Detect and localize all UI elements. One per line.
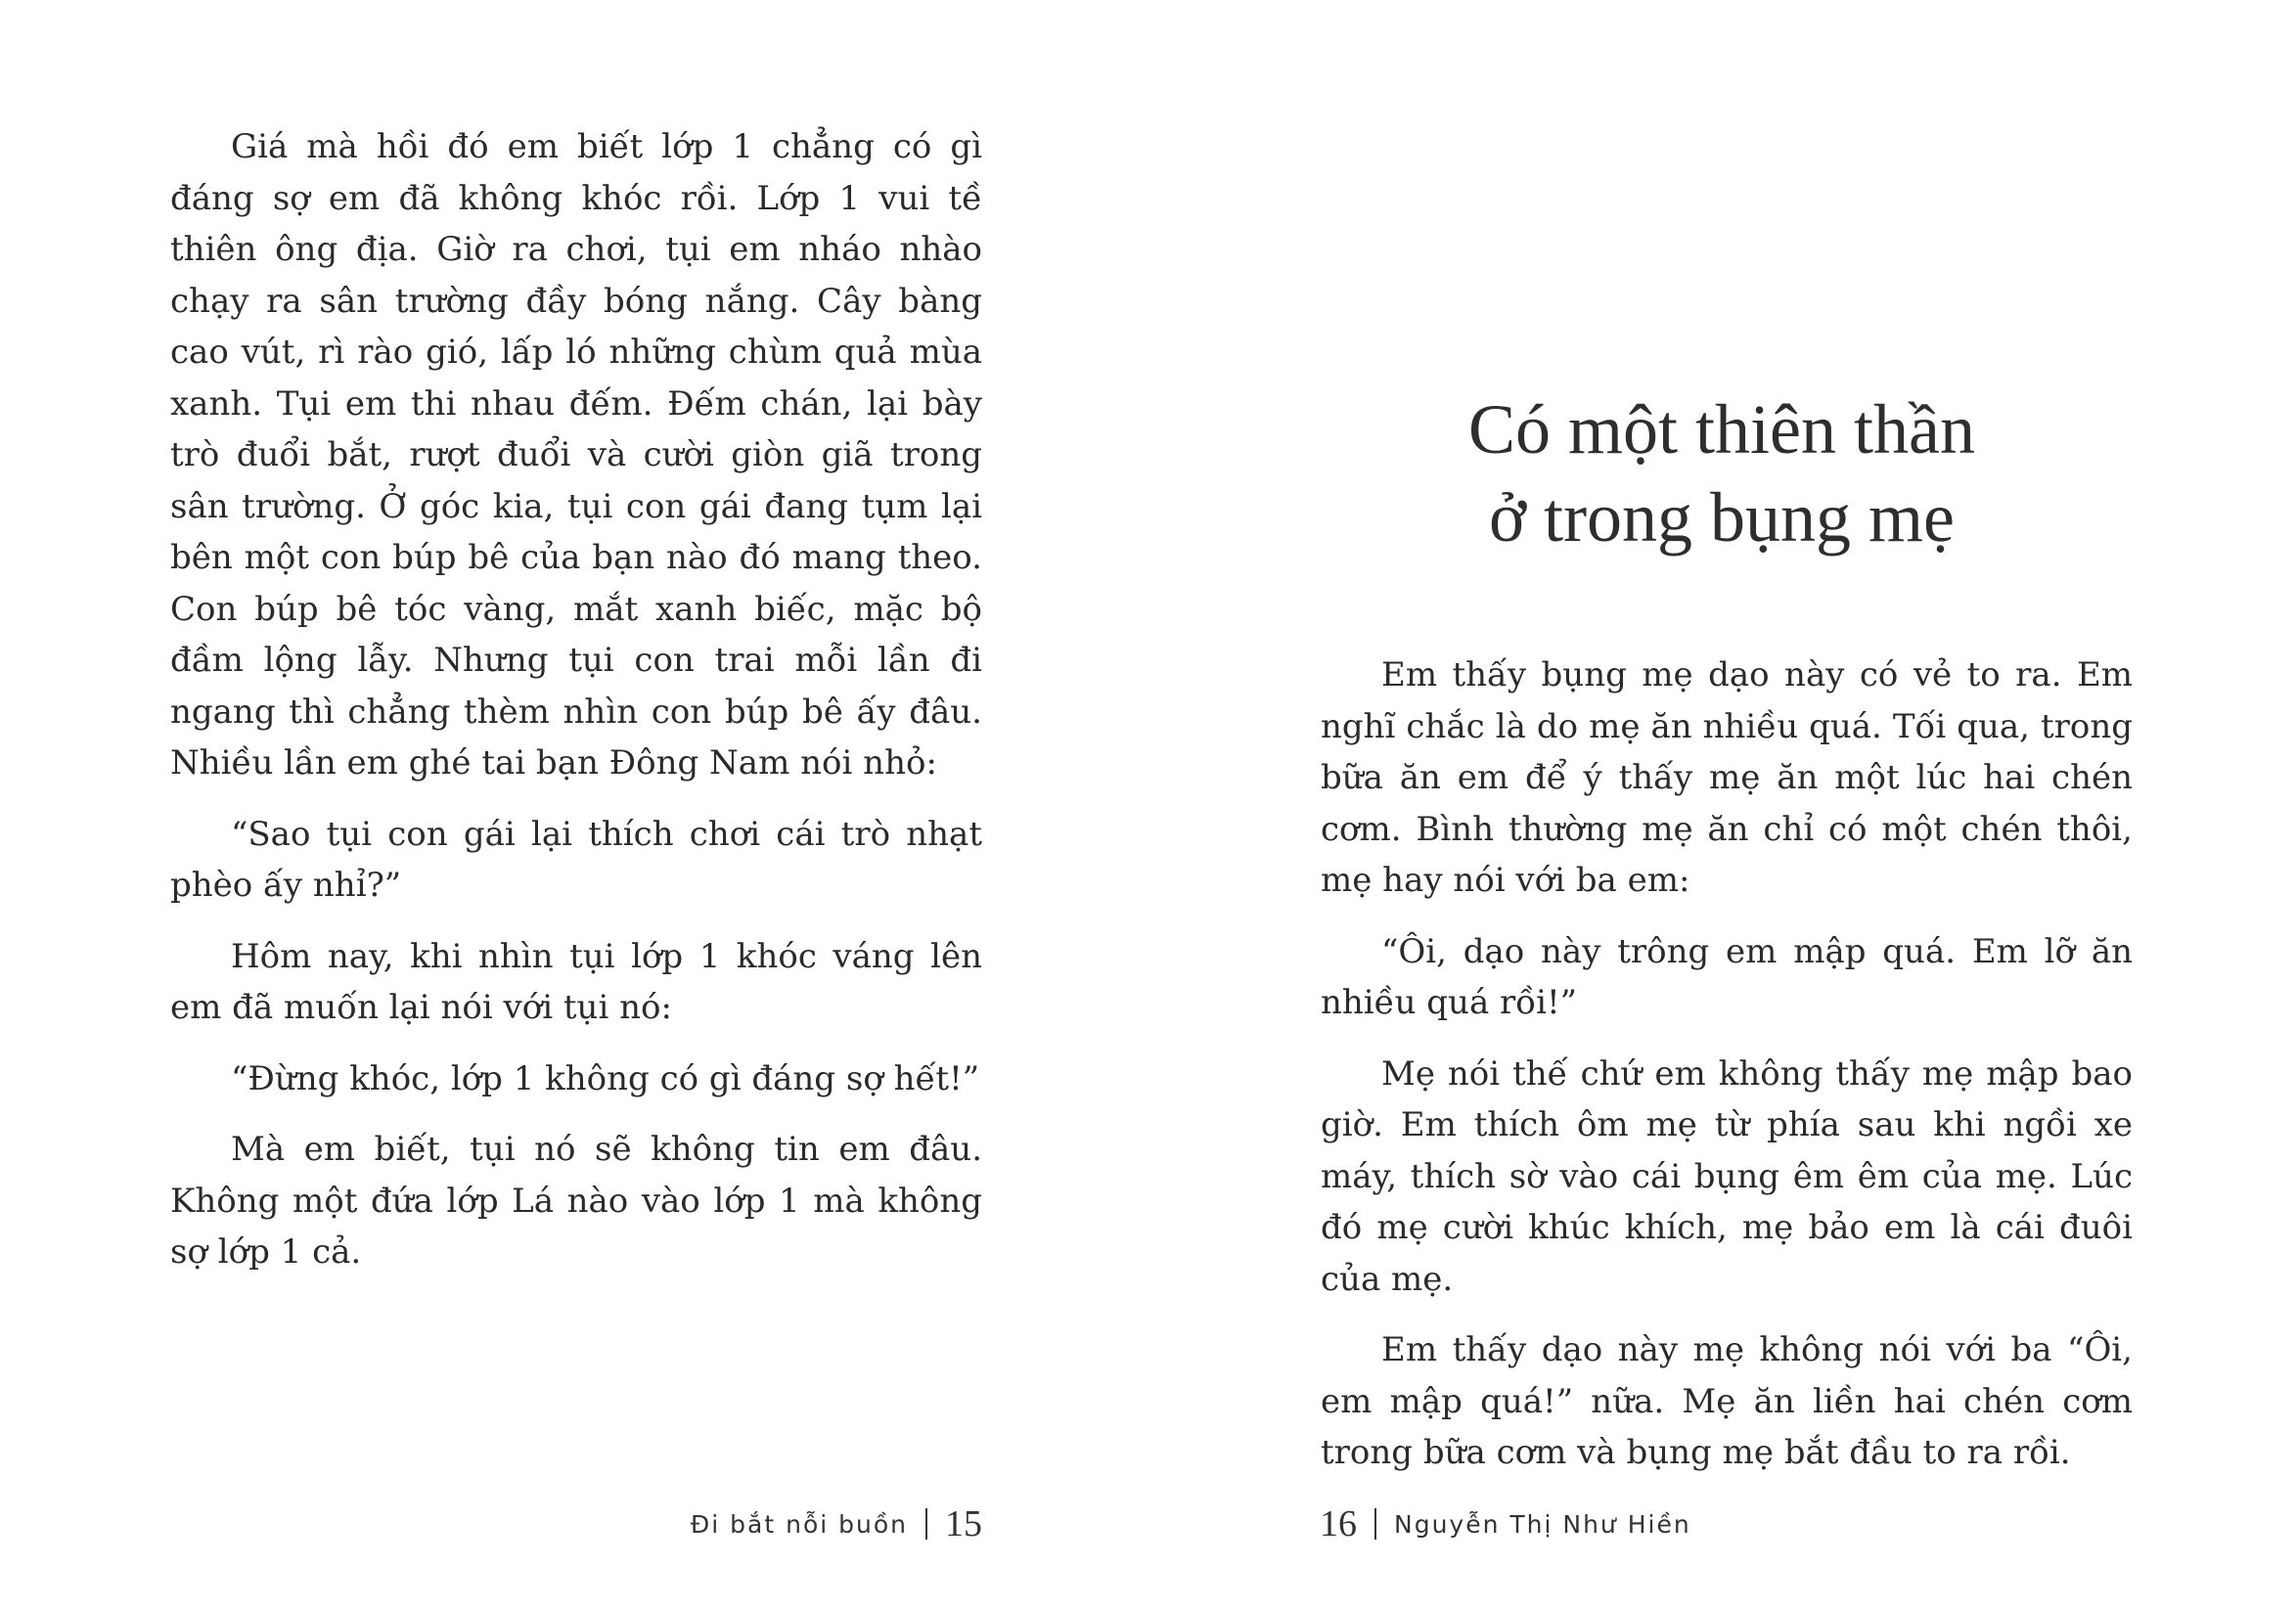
right-page	[1148, 0, 2296, 1610]
paragraph: Giá mà hồi đó em biết lớp 1 chẳng có gì đáng sợ em đã không khóc rồi. Lớp 1 vui tề thiên ông địa. Giờ ra chơi, tụi em nháo nhào chạy ra sân trường đầy bóng nắng. Cây bàng cao vút, rì rào gió, lấp ló những chùm quả mùa xanh. Tụi em thi nhau đếm. Đếm chán, lại bày trò đuổi bắt, rượt đuổi và cười giòn giã trong sân trường. Ở góc kia, tụi con gái đang tụm lại bên một con búp bê của bạn nào đó mang theo. Con búp bê tóc vàng, mắt xanh biếc, mặc bộ đầm lộng lẫy. Nhưng tụi con trai mỗi lần đi ngang thì chẳng thèm nhìn con búp bê ấy đâu. Nhiều lần em ghé tai bạn Đông Nam nói nhỏ:	[170, 127, 982, 783]
right-page-body	[1321, 649, 2133, 1498]
running-header-author: Nguyễn Thị Như Hiền	[1394, 1509, 1691, 1539]
footer-divider	[1374, 1508, 1376, 1540]
paragraph: “Ôi, dạo này trông em mập quá. Em lỡ ăn nhiều quá rồi!”	[1321, 931, 2133, 1022]
paragraph: Mà em biết, tụi nó sẽ không tin em đâu. Không một đứa lớp Lá nào vào lớp 1 mà không sợ lớp 1 cả.	[170, 1130, 982, 1272]
paragraph: Em thấy bụng mẹ dạo này có vẻ to ra. Em nghĩ chắc là do mẹ ăn nhiều quá. Tối qua, trong bữa ăn em để ý thấy mẹ ăn một lúc hai chén cơm. Bình thường mẹ ăn chỉ có một chén thôi, mẹ hay nói với ba em:	[1321, 655, 2133, 900]
paragraph: Mẹ nói thế chứ em không thấy mẹ mập bao giờ. Em thích ôm mẹ từ phía sau khi ngồi xe máy, thích sờ vào cái bụng êm êm của mẹ. Lúc đó mẹ cười khúc khích, mẹ bảo em là cái đuôi của mẹ.	[1321, 1053, 2133, 1299]
paragraph: “Sao tụi con gái lại thích chơi cái trò nhạt phèo ấy nhỉ?”	[170, 814, 982, 905]
paragraph: Em thấy dạo này mẹ không nói với ba “Ôi, em mập quá!” nữa. Mẹ ăn liền hai chén cơm trong bữa cơm và bụng mẹ bắt đầu to ra rồi.	[1321, 1330, 2133, 1472]
paragraph: “Đừng khóc, lớp 1 không có gì đáng sợ hết!”	[231, 1058, 980, 1098]
page-number: 16	[1320, 1503, 1357, 1544]
chapter-title-line-2: ở trong bụng mẹ	[1488, 478, 1955, 558]
chapter-title	[1148, 385, 2296, 561]
running-header-book-title: Đi bắt nỗi buồn	[690, 1509, 908, 1539]
paragraph: Hôm nay, khi nhìn tụi lớp 1 khóc váng lên em đã muốn lại nói với tụi nó:	[170, 936, 982, 1027]
footer-divider	[925, 1508, 927, 1540]
left-page-body	[170, 121, 982, 1298]
left-page-footer	[691, 1495, 982, 1553]
page-number: 15	[945, 1503, 982, 1544]
right-page-footer	[1320, 1495, 1691, 1553]
chapter-title-line-1: Có một thiên thần	[1468, 390, 1975, 470]
